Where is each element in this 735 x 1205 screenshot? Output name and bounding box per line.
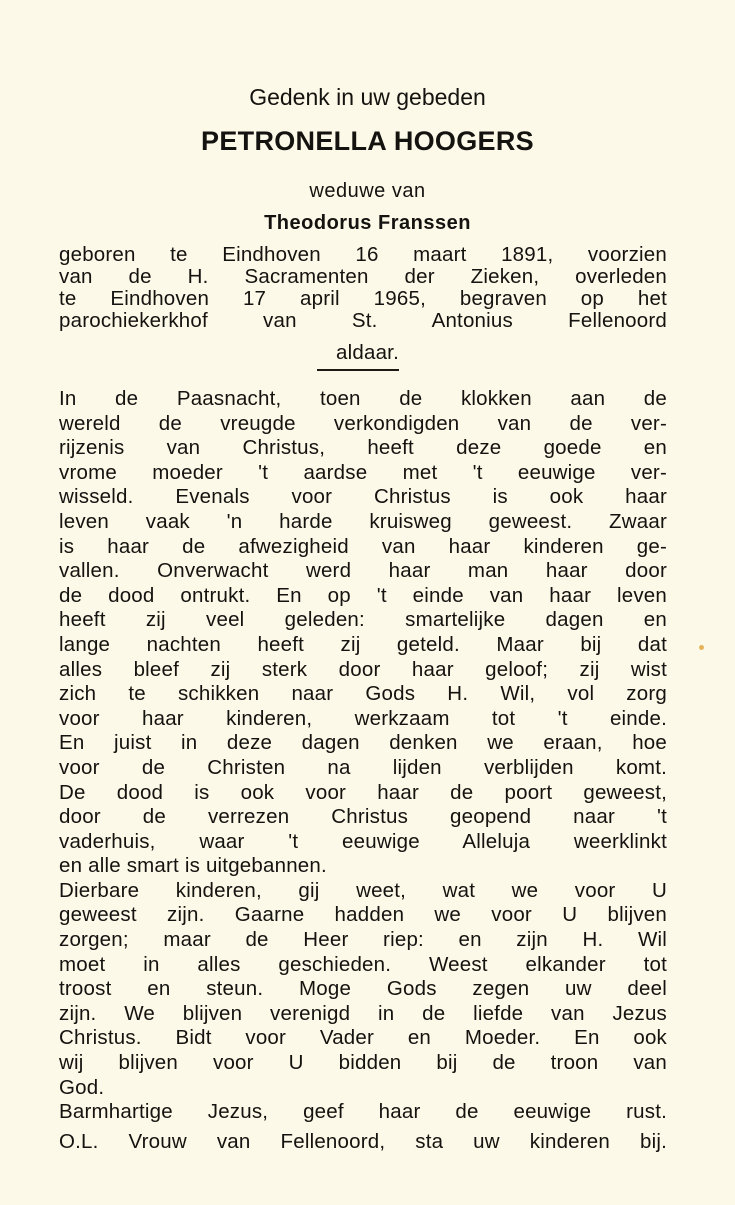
text-line: en alle smart is uitgebannen. (59, 854, 327, 878)
text-line: voor de Christen na lijden verblijden komt. (59, 755, 667, 779)
text-line: troost en steun. Moge Gods zegen uw deel (59, 977, 667, 1001)
text-line: vrome moeder 't aardse met 't eeuwige ver- (59, 460, 667, 484)
text-line: wij blijven voor U bidden bij de troon van (59, 1051, 667, 1075)
text-line: door de verrezen Christus geopend naar 't (59, 805, 667, 829)
text-line: heeft zij veel geleden: smartelijke dagen en (59, 608, 667, 632)
prayer-line: Barmhartige Jezus, geef haar de eeuwige rust. (59, 1100, 667, 1124)
bio-line: parochiekerkhof van St. Antonius Fellenoord (59, 310, 667, 332)
text-line: geweest zijn. Gaarne hadden we voor U blijven (59, 903, 667, 927)
text-line: zijn. We blijven verenigd in de liefde van Jezus (59, 1001, 667, 1025)
biography (59, 244, 667, 332)
text-line: alles bleef zij sterk door haar geloof; zij wist (59, 657, 667, 681)
text-line: wisseld. Evenals voor Christus is ook haar (59, 485, 667, 509)
text-line: Dierbare kinderen, gij weet, wat we voor U (59, 878, 667, 902)
text-line: rijzenis van Christus, heeft deze goede en (59, 436, 667, 460)
text-line: God. (59, 1075, 105, 1099)
text-line: de dood ontrukt. En op 't einde van haar leven (59, 583, 667, 607)
text-line: wereld de vreugde verkondigden van de ver- (59, 411, 667, 435)
text-line: En juist in deze dagen denken we eraan, hoe (59, 731, 667, 755)
divider (317, 369, 399, 371)
text-line: moet in alles geschieden. Weest elkander tot (59, 952, 667, 976)
bio-line: te Eindhoven 17 april 1965, begraven op het (59, 288, 667, 310)
text-line: leven vaak 'n harde kruisweg geweest. Zwaar (59, 509, 667, 533)
text-line: vallen. Onverwacht werd haar man haar door (59, 559, 667, 583)
bio-line: geboren te Eindhoven 16 maart 1891, voorzien (59, 244, 667, 266)
text-line: voor haar kinderen, werkzaam tot 't einde. (59, 706, 667, 730)
relation-text: weduwe van (309, 180, 426, 202)
text-line: vaderhuis, waar 't eeuwige Alleluja weerklinkt (59, 829, 667, 853)
text-line: is haar de afwezigheid van haar kinderen ge- (59, 534, 667, 558)
text-line: Christus. Bidt voor Vader en Moeder. En ook (59, 1026, 667, 1050)
text-line: In de Paasnacht, toen de klokken aan de (59, 387, 667, 410)
text-line: De dood is ook voor haar de poort geweest, (59, 780, 667, 804)
bio-last-line: aldaar. (336, 341, 399, 364)
text-line: zorgen; maar de Heer riep: en zijn H. Wil (59, 928, 667, 952)
text-line: zich te schikken naar Gods H. Wil, vol zorg (59, 682, 667, 706)
text-line: lange nachten heeft zij geteld. Maar bij dat (59, 632, 667, 656)
prayer-line: O.L. Vrouw van Fellenoord, sta uw kinderen bij. (59, 1129, 667, 1153)
spouse-name: Theodorus Franssen (264, 212, 471, 234)
memorial-text (59, 387, 667, 1154)
bio-line: van de H. Sacramenten der Zieken, overleden (59, 266, 667, 288)
deceased-name: PETRONELLA HOOGERS (201, 126, 534, 156)
remembrance-heading: Gedenk in uw gebeden (249, 84, 486, 110)
paper-speck (699, 645, 704, 650)
